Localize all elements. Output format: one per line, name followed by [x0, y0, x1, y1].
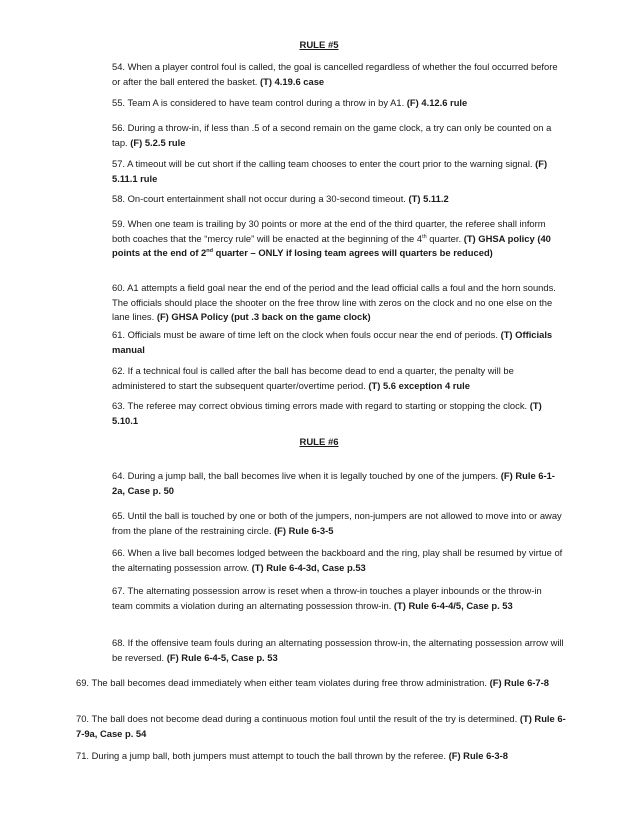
item-text: 65. Until the ball is touched by one or both of the jumpers, non-jumpers are not allowed to move into or away from the plane of the restraining circle. [112, 510, 562, 536]
item-answer-ref: (T) Rule 6-7-9a, Case p. 54 [76, 713, 566, 739]
superscript: th [422, 233, 427, 240]
item-62 [112, 364, 564, 393]
item-answer-ref: (F) Rule 6-3-5 [274, 524, 334, 536]
ref-part: quarter – ONLY if losing team agrees will quarters be reduced) [213, 247, 493, 258]
item-text: 55. Team A is considered to have team control during a throw in by A1. [112, 97, 407, 108]
item-63 [112, 399, 564, 428]
item-55 [112, 96, 564, 111]
item-text: 58. On-court entertainment shall not occur during a 30-second timeout. [112, 193, 409, 204]
item-70 [76, 712, 566, 741]
item-answer-ref: (F) Rule 6-4-5, Case p. 53 [166, 651, 278, 663]
item-65 [112, 509, 564, 538]
item-57 [112, 157, 564, 186]
item-answer-ref: (T) Rule 6-4-3d, Case p.53 [251, 561, 366, 573]
item-text: 62. If a technical foul is called after the ball has become dead to end a quarter, the penalty will be administered to start the subsequent quarter/overtime period. [112, 365, 514, 391]
item-66 [112, 546, 564, 575]
superscript: nd [206, 247, 214, 254]
item-67 [112, 584, 564, 613]
item-answer-ref: (T) Rule 6-4-4/5, Case p. 53 [393, 599, 513, 611]
item-58 [112, 192, 564, 207]
ref-part: (T) GHSA policy (40 points at the end of 2 [112, 232, 551, 258]
item-answer-ref: (T) Officials manual [112, 329, 553, 355]
item-answer-ref: (F) 5.11.1 rule [112, 158, 548, 184]
item-text: 63. The referee may correct obvious timing errors made with regard to starting or stopping the clock. [112, 400, 530, 411]
item-text: 67. The alternating possession arrow is reset when a throw-in touches a player inbounds or the throw-in team commits a violation during an alternating possession throw-in. [112, 585, 542, 611]
item-answer-ref: (T) 5.11.2 [408, 193, 449, 204]
item-text: 60. A1 attempts a field goal near the end of the period and the lead official calls a foul and the horn sounds. The officials should place the shooter on the free throw line with zeros on the clock and no one else on the lane lines. [112, 282, 556, 322]
item-text: 69. The ball becomes dead immediately when either team violates during free throw administration. [76, 677, 490, 688]
item-71 [76, 749, 566, 764]
item-text: 57. A timeout will be cut short if the calling team chooses to enter the court prior to the warning signal. [112, 158, 536, 169]
item-text-end: quarter. [426, 232, 462, 244]
item-answer-ref: (F) Rule 6-7-8 [489, 677, 549, 688]
item-answer-ref: (T) 5.10.1 [112, 400, 542, 426]
rule-5-heading: RULE #5 [299, 40, 339, 51]
item-68 [112, 636, 564, 665]
item-answer-ref: (F) GHSA Policy (put .3 back on the game clock) [156, 311, 371, 322]
item-answer-ref: (F) 4.12.6 rule [406, 97, 468, 108]
item-text: 64. During a jump ball, the ball becomes live when it is legally touched by one of the jumpers. [112, 470, 501, 481]
item-answer-ref: (F) 5.2.5 rule [130, 136, 186, 148]
item-text: 56. During a throw-in, if less than .5 of a second remain on the game clock, a try can only be counted on a tap. [112, 122, 552, 148]
item-59 [112, 217, 564, 261]
item-answer-ref: (F) Rule 6-3-8 [448, 750, 508, 761]
item-text: 61. Officials must be aware of time left on the clock when fouls occur near the end of periods. [112, 329, 501, 340]
item-answer-ref: (T) 4.19.6 case [260, 75, 325, 87]
item-answer-ref: (F) Rule 6-1-2a, Case p. 50 [112, 470, 555, 496]
rule-6-heading: RULE #6 [299, 437, 339, 448]
item-text: 66. When a live ball becomes lodged between the backboard and the ring, play shall be resumed by virtue of the alternating possession arrow. [112, 547, 563, 573]
item-64 [112, 469, 564, 498]
item-text: 70. The ball does not become dead during a continuous motion foul until the result of the try is determined. [76, 713, 520, 724]
item-text: 54. When a player control foul is called, the goal is cancelled regardless of whether the foul occurred before or after the ball entered the basket. [112, 61, 558, 87]
item-69 [76, 676, 566, 691]
item-60 [112, 281, 564, 325]
item-56 [112, 121, 564, 150]
item-61 [112, 328, 564, 357]
item-text: 71. During a jump ball, both jumpers must attempt to touch the ball thrown by the referee. [76, 750, 449, 761]
item-text: 59. When one team is trailing by 30 points or more at the end of the third quarter, the referee shall inform both coaches that the “mercy rule” will be enacted at the beginning of the 4 [112, 218, 546, 244]
item-answer-ref: (T) 5.6 exception 4 rule [368, 379, 470, 391]
item-text: 68. If the offensive team fouls during an alternating possession throw-in, the alternating possession arrow will be reversed. [112, 637, 564, 663]
item-54 [112, 60, 564, 89]
